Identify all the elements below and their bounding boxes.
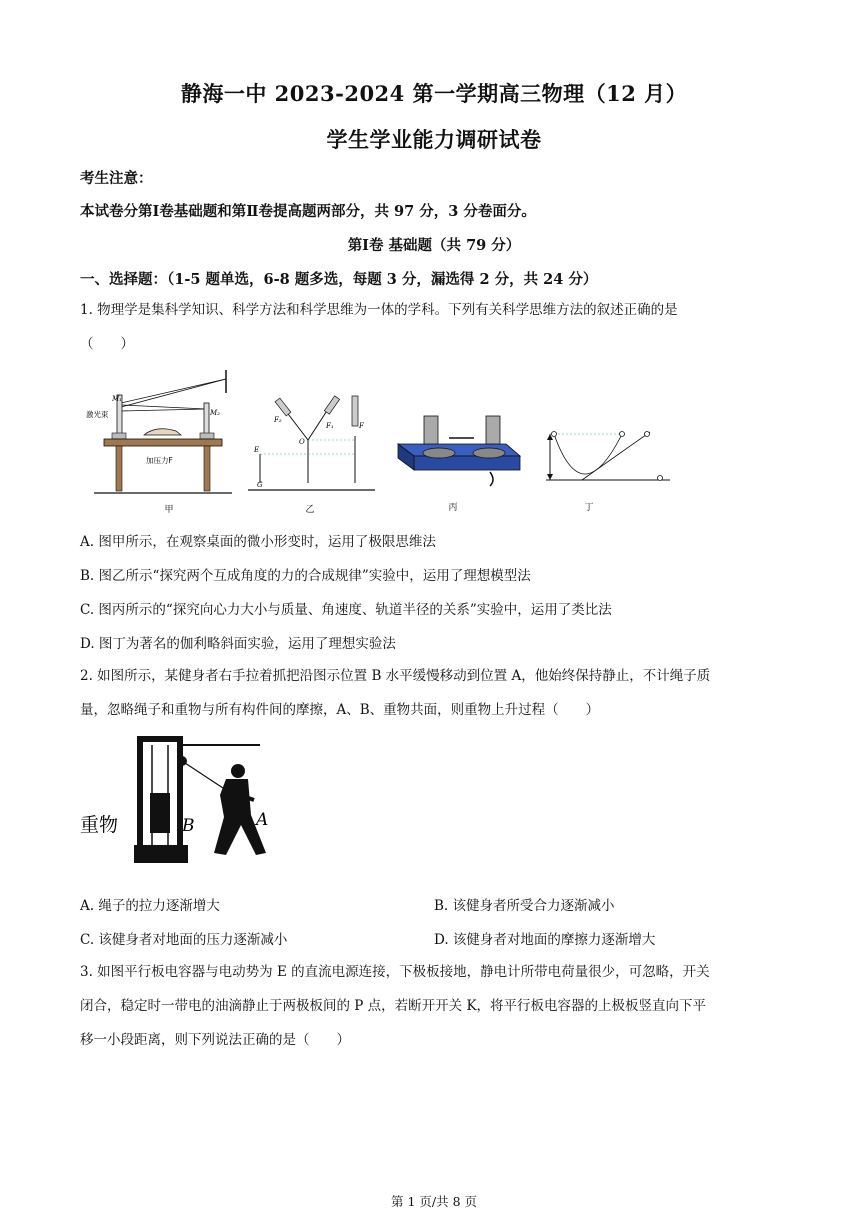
q1-option-a: A. 图甲所示，在观察桌面的微小形变时，运用了极限思维法 bbox=[80, 534, 436, 550]
q2-option-c: C. 该健身者对地面的压力逐渐减小 bbox=[80, 932, 288, 948]
q3-stem-line1: 3. 如图平行板电容器与电动势为 E 的直流电源连接，下极板接地，静电计所带电荷量很少，可忽略，开关 bbox=[80, 964, 710, 980]
q2-stem-line2: 量，忽略绳子和重物与所有构件间的摩擦，A、B、重物共面，则重物上升过程（ ） bbox=[80, 702, 600, 718]
q2-weight-label: 重物 bbox=[80, 814, 119, 836]
page-title: 静海一中 2023-2024 第一学期高三物理（12 月） bbox=[180, 81, 688, 106]
q3-stem-line2: 闭合，稳定时一带电的油滴静止于两极板间的 P 点，若断开开关 K，将平行板电容器的上极板竖直向下平 bbox=[80, 998, 707, 1014]
part1-title: 第Ⅰ卷 基础题（共 79 分） bbox=[347, 237, 521, 254]
q1-option-b: B. 图乙所示“探究两个互成角度的力的合成规律”实验中，运用了理想模型法 bbox=[80, 568, 531, 584]
yi-f-label: F bbox=[359, 422, 364, 430]
q2-a-label: A bbox=[256, 810, 269, 830]
q2-figure-gym bbox=[76, 735, 276, 865]
page-number: 第 1 页/共 8 页 bbox=[390, 1194, 477, 1209]
jia-laser-label: 激光束 bbox=[86, 410, 109, 419]
jia-m2-label: M₂ bbox=[210, 409, 220, 417]
page-subtitle: 学生学业能力调研试卷 bbox=[326, 127, 542, 152]
q2-b-label: B bbox=[182, 816, 195, 836]
q1-figure-jia bbox=[86, 365, 236, 500]
figure-caption-yi: 乙 bbox=[305, 505, 315, 515]
q1-figure-bing bbox=[394, 408, 524, 496]
notice-label: 考生注意： bbox=[80, 170, 153, 187]
jia-m1-label: M₁ bbox=[112, 395, 122, 403]
q2-stem-line1: 2. 如图所示，某健身者右手拉着抓把沿图示位置 B 水平缓慢移动到位置 A，他始终保持静止，不计绳子质 bbox=[80, 668, 711, 684]
yi-f2-label: F₂ bbox=[274, 416, 282, 424]
q1-option-d: D. 图丁为著名的伽利略斜面实验，运用了理想实验法 bbox=[80, 636, 396, 652]
yi-o-label: O bbox=[299, 438, 305, 446]
section1-title: 一、选择题：（1-5 题单选，6-8 题多选，每题 3 分，漏选得 2 分，共 24 分） bbox=[80, 271, 598, 288]
q3-stem-line3: 移一小段距离，则下列说法正确的是（ ） bbox=[80, 1032, 350, 1048]
yi-f1-label: F₁ bbox=[326, 422, 334, 430]
q2-option-a: A. 绳子的拉力逐渐增大 bbox=[80, 898, 220, 914]
q2-option-d: D. 该健身者对地面的摩擦力逐渐增大 bbox=[434, 932, 656, 948]
figure-caption-jia: 甲 bbox=[164, 505, 174, 515]
figure-caption-ding: 丁 bbox=[584, 503, 594, 513]
notice-text: 本试卷分第Ⅰ卷基础题和第Ⅱ卷提高题两部分，共 97 分，3 分卷面分。 bbox=[80, 203, 536, 220]
yi-e-label: E bbox=[254, 446, 260, 454]
q1-option-c: C. 图丙所示的“探究向心力大小与质量、角速度、轨道半径的关系”实验中，运用了类比法 bbox=[80, 602, 612, 618]
yi-g-label: G bbox=[257, 481, 263, 489]
q1-figure-ding bbox=[542, 424, 672, 486]
q1-stem-line2: （ ） bbox=[80, 336, 134, 352]
q1-figure-yi bbox=[240, 388, 380, 498]
q2-option-b: B. 该健身者所受合力逐渐减小 bbox=[434, 898, 615, 914]
jia-force-label: 加压力F bbox=[146, 456, 173, 465]
q1-stem-line1: 1. 物理学是集科学知识、科学方法和科学思维为一体的学科。下列有关科学思维方法的叙述正确的是 bbox=[80, 302, 678, 318]
figure-caption-bing: 丙 bbox=[448, 503, 458, 513]
